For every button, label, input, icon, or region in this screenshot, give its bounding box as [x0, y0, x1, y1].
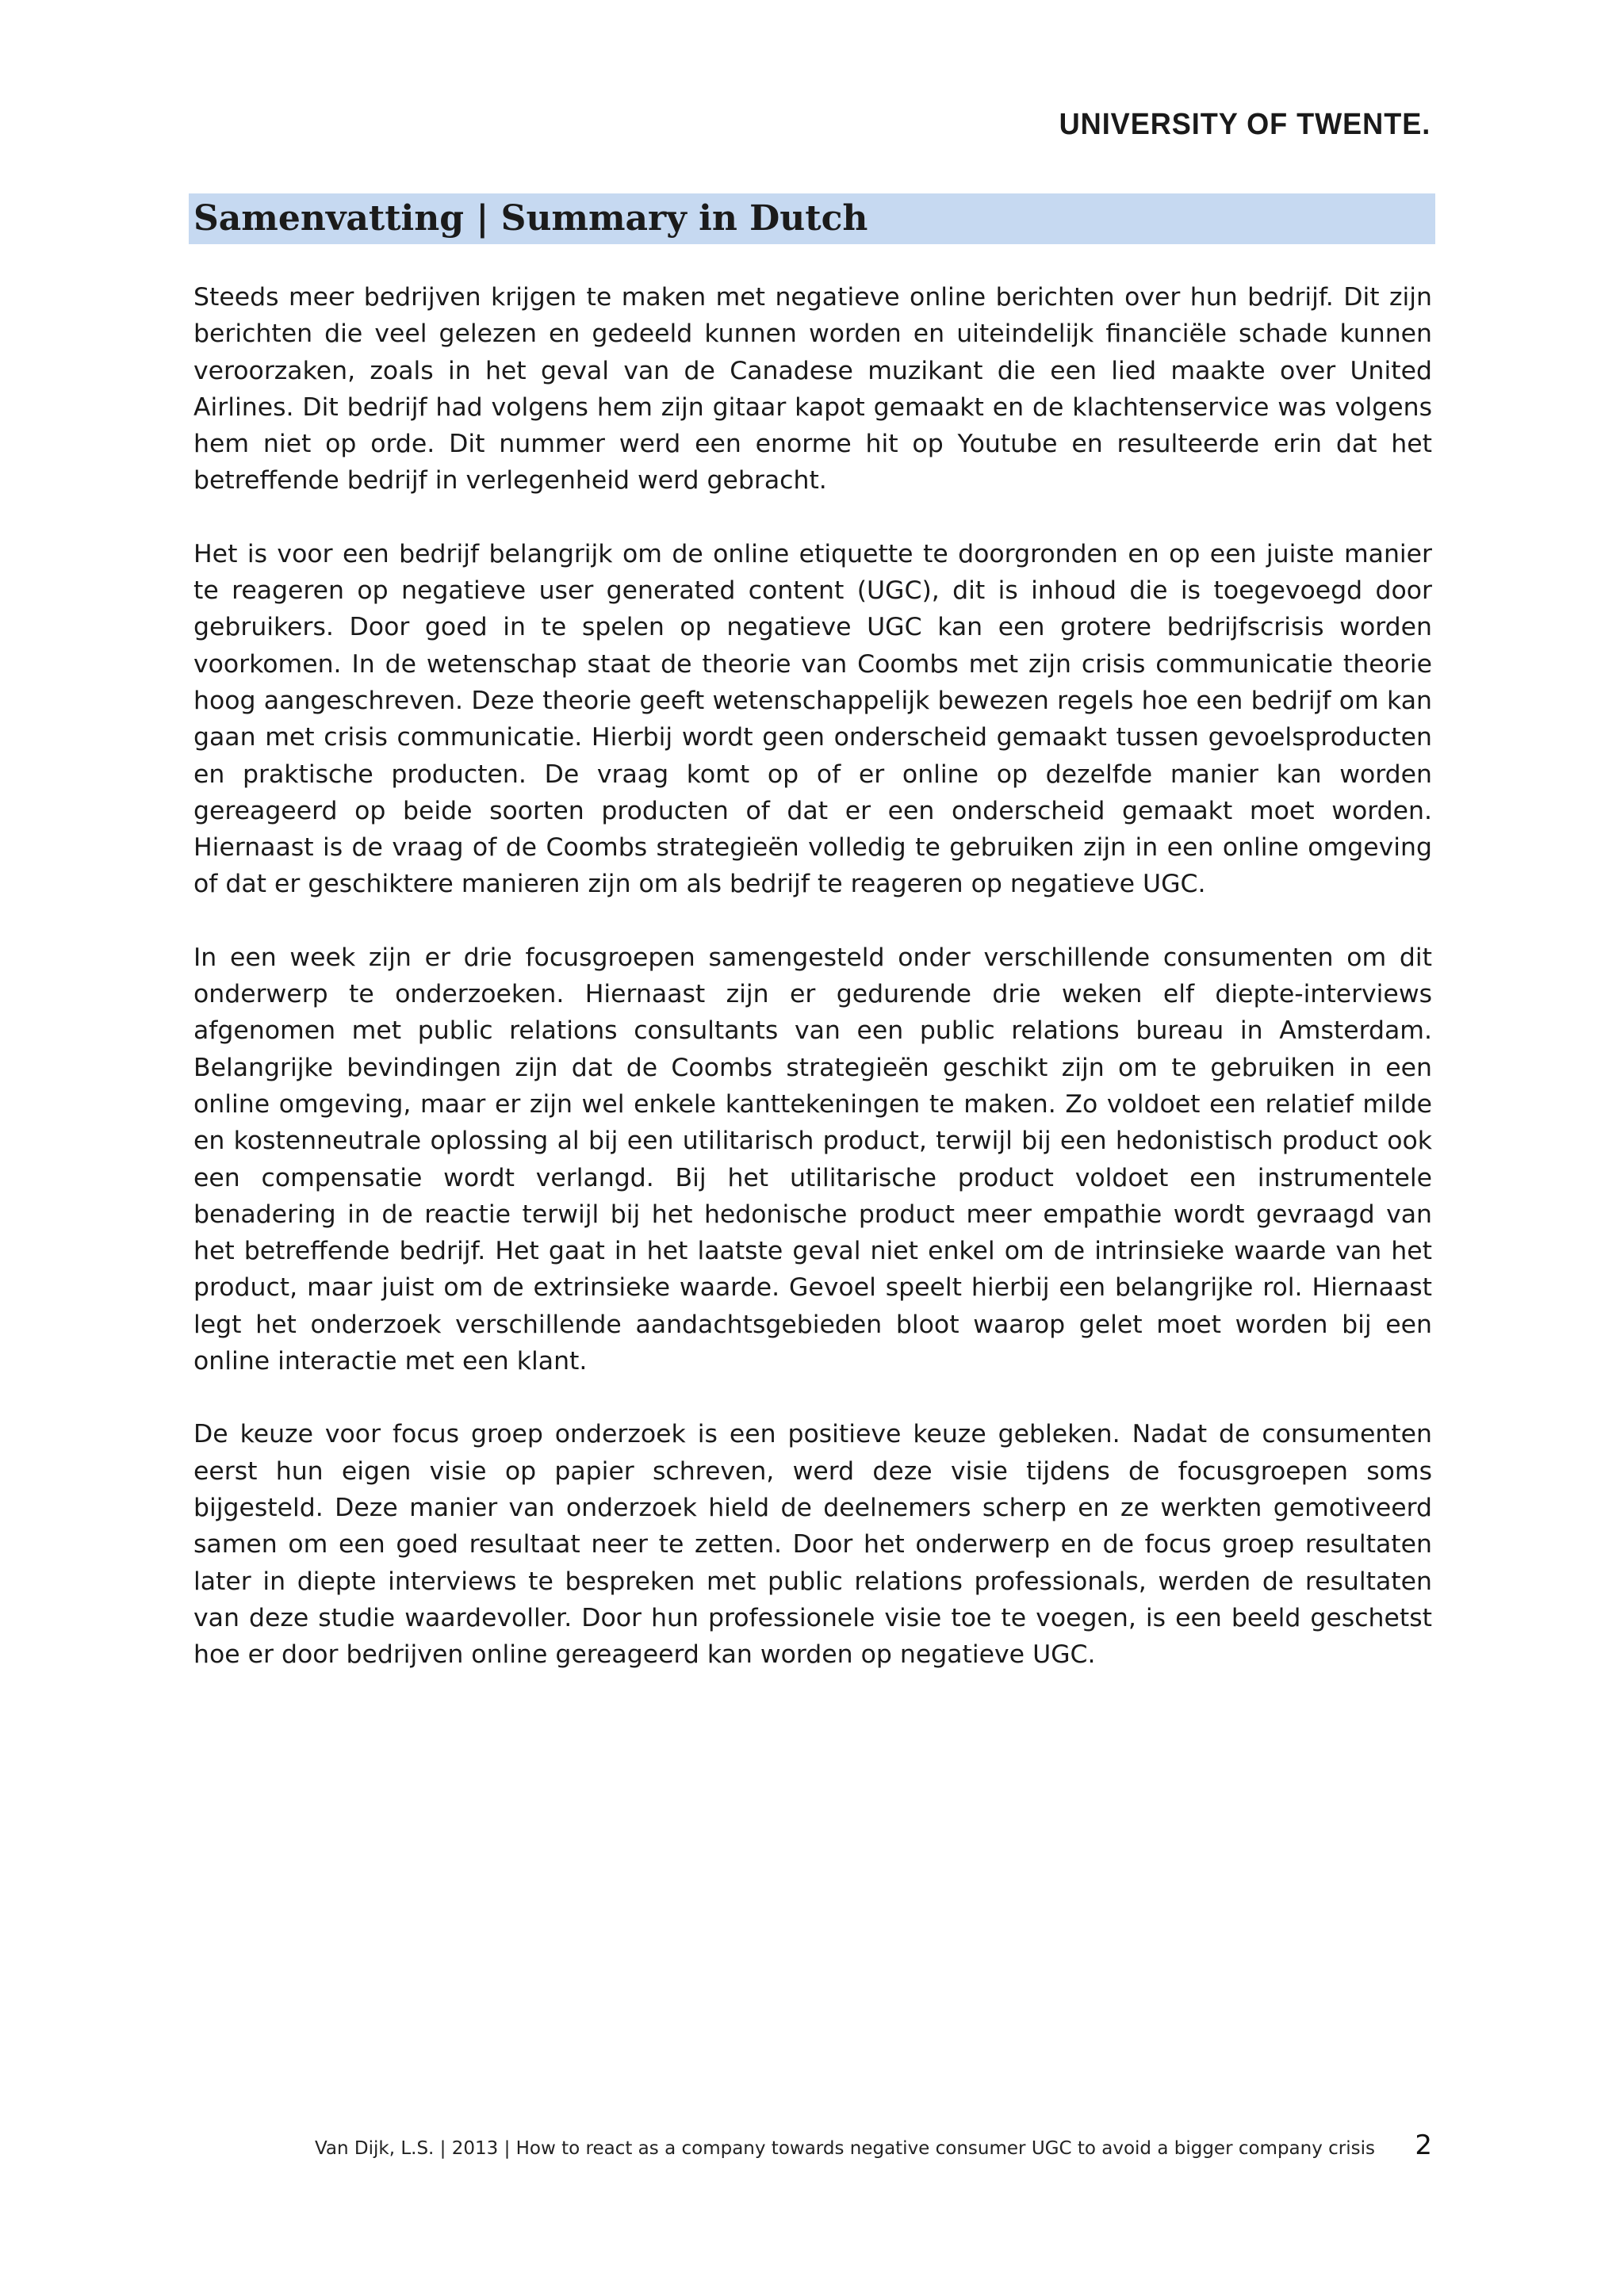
paragraph-2: Het is voor een bedrijf belangrijk om de online etiquette te doorgronden en op een juiste manier te reageren op negatieve user generated content (UGC), dit is inhoud die is toegevoegd door gebruikers. Door goed in te spelen op negatieve UGC kan een grotere bedrijfscrisis worden voorkomen. In de wetenschap staat de theorie van Coombs met zijn crisis communicatie theorie hoog aangeschreven. Deze theorie geeft wetenschappelijk bewezen regels hoe een bedrijf om kan gaan met crisis communicatie. Hierbij wordt geen onderscheid gemaakt tussen gevoelsproducten en praktische producten. De vraag komt op of er online op dezelfde manier kan worden gereageerd op beide soorten producten of dat er een onderscheid gemaakt moet worden. Hiernaast is de vraag of de Coombs strategieën volledig te gebruiken zijn in een online omgeving of dat er geschiktere manieren zijn om als bedrijf te reageren op negatieve UGC.	[193, 539, 1432, 899]
university-logo: UNIVERSITY OF TWENTE.	[1059, 108, 1431, 141]
section-title: Samenvatting | Summary in Dutch	[189, 193, 1435, 244]
paragraph-3: In een week zijn er drie focusgroepen samengesteld onder verschillende consumenten om dit onderwerp te onderzoeken. Hiernaast zijn er gedurende drie weken elf diepte-interviews afgenomen met public relations consultants van een public relations bureau in Amsterdam. Belangrijke bevindingen zijn dat de Coombs strategieën geschikt zijn om te gebruiken in een online omgeving, maar er zijn wel enkele kanttekeningen te maken. Zo voldoet een relatief milde en kostenneutrale oplossing al bij een utilitarisch product, terwijl bij een hedonistisch product ook een compensatie wordt verlangd. Bij het utilitarische product voldoet een instrumentele benadering in de reactie terwijl bij het hedonische product meer empathie wordt gevraagd van het betreffende bedrijf. Het gaat in het laatste geval niet enkel om de intrinsieke waarde van het product, maar juist om de extrinsieke waarde. Gevoel speelt hierbij een belangrijke rol. Hiernaast legt het onderzoek verschillende aandachtsgebieden bloot waarop gelet moet worden bij een online interactie met een klant.	[193, 943, 1432, 1376]
paragraph-4: De keuze voor focus groep onderzoek is een positieve keuze gebleken. Nadat de consumenten eerst hun eigen visie op papier schreven, werd deze visie tijdens de focusgroepen soms bijgesteld. Deze manier van onderzoek hield de deelnemers scherp en ze werkten gemotiveerd samen om een goed resultaat neer te zetten. Door het onderwerp en de focus groep resultaten later in diepte interviews te bespreken met public relations professionals, werden de resultaten van deze studie waardevoller. Door hun professionele visie toe te voegen, is een beeld geschetst hoe er door bedrijven online gereageerd kan worden op negatieve UGC.	[193, 1420, 1432, 1670]
footer-citation: Van Dijk, L.S. | 2013 | How to react as a company towards negative consumer UGC to avoid a bigger company crisis	[314, 2138, 1375, 2159]
paragraph-1: Steeds meer bedrijven krijgen te maken met negatieve online berichten over hun bedrijf. Dit zijn berichten die veel gelezen en gedeeld kunnen worden en uiteindelijk financiële schade kunnen veroorzaken, zoals in het geval van de Canadese muzikant die een lied maakte over United Airlines. Dit bedrijf had volgens hem zijn gitaar kapot gemaakt en de klachtenservice was volgens hem niet op orde. Dit nummer werd een enorme hit op Youtube en resulteerde erin dat het betreffende bedrijf in verlegenheid werd gebracht.	[193, 283, 1432, 496]
page-number: 2	[1415, 2130, 1432, 2161]
body-text	[193, 279, 1432, 1709]
